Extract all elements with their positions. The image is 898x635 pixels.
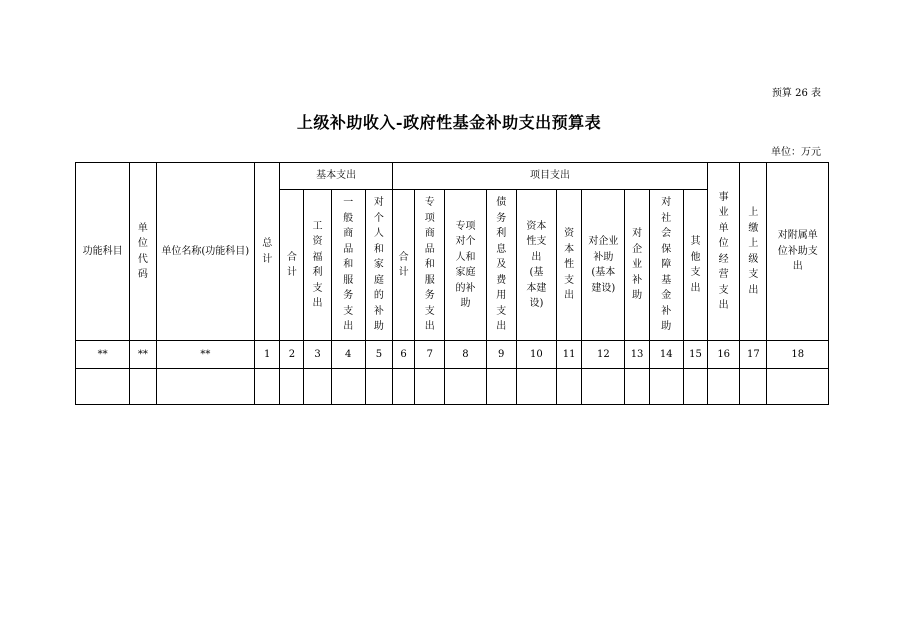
header-other: 其他支出 <box>683 190 707 341</box>
empty-cell <box>415 369 445 405</box>
index-cell: 1 <box>255 341 280 369</box>
empty-cell <box>76 369 130 405</box>
unit-label: 单位：万元 <box>771 147 821 158</box>
header-to-individuals: 对个人和家庭的补助 <box>365 190 392 341</box>
header-total: 总计 <box>255 163 280 341</box>
header-salary-welfare: 工资福利支出 <box>304 190 331 341</box>
page-title: 上级补助收入-政府性基金补助支出预算表 <box>296 113 602 132</box>
empty-cell <box>331 369 365 405</box>
empty-cell <box>557 369 582 405</box>
empty-cell <box>365 369 392 405</box>
header-group-row <box>76 163 829 190</box>
header-capital-construction: 资本性支出(基本建设) <box>516 190 556 341</box>
header-social-security-fund: 对社会保障基金补助 <box>649 190 683 341</box>
empty-cell <box>486 369 516 405</box>
header-project-sum: 合计 <box>393 190 415 341</box>
index-cell: 7 <box>415 341 445 369</box>
header-affiliated-subsidy: 对附属单位补助支出 <box>767 163 829 341</box>
group-basic-expenditure: 基本支出 <box>280 163 393 190</box>
form-number: 预算 26 表 <box>771 88 821 99</box>
index-cell: ** <box>130 341 156 369</box>
index-cell: 10 <box>516 341 556 369</box>
index-cell: 16 <box>708 341 740 369</box>
index-cell: ** <box>156 341 255 369</box>
empty-cell <box>156 369 255 405</box>
header-unit-name: 单位名称(功能科目) <box>156 163 255 341</box>
header-enterprise-subsidy: 对企业补助 <box>625 190 649 341</box>
empty-cell <box>304 369 331 405</box>
header-special-individuals: 专项对个人和家庭的补助 <box>445 190 486 341</box>
index-cell: 17 <box>740 341 767 369</box>
index-cell: 4 <box>331 341 365 369</box>
empty-cell <box>582 369 625 405</box>
empty-cell <box>393 369 415 405</box>
header-debt-interest: 债务利息及费用支出 <box>486 190 516 341</box>
index-cell: 13 <box>625 341 649 369</box>
header-func-subject: 功能科目 <box>76 163 130 341</box>
empty-cell <box>625 369 649 405</box>
header-goods-services: 一般商品和服务支出 <box>331 190 365 341</box>
empty-cell <box>740 369 767 405</box>
budget-table <box>75 162 829 405</box>
index-cell: 2 <box>280 341 304 369</box>
empty-cell <box>708 369 740 405</box>
empty-cell <box>445 369 486 405</box>
index-cell: 5 <box>365 341 392 369</box>
empty-cell <box>767 369 829 405</box>
header-pay-upper: 上缴上级支出 <box>740 163 767 341</box>
empty-cell <box>649 369 683 405</box>
index-cell: 9 <box>486 341 516 369</box>
empty-cell <box>255 369 280 405</box>
index-cell: 15 <box>683 341 707 369</box>
index-cell: 14 <box>649 341 683 369</box>
index-cell: 6 <box>393 341 415 369</box>
empty-cell <box>683 369 707 405</box>
header-capital: 资本性支出 <box>557 190 582 341</box>
header-basic-sum: 合计 <box>280 190 304 341</box>
empty-cell <box>280 369 304 405</box>
empty-cell <box>130 369 156 405</box>
index-cell: 3 <box>304 341 331 369</box>
empty-cell <box>516 369 556 405</box>
header-special-goods: 专项商品和服务支出 <box>415 190 445 341</box>
group-project-expenditure: 项目支出 <box>393 163 708 190</box>
data-row-empty <box>76 369 829 405</box>
index-cell: ** <box>76 341 130 369</box>
header-business-operation: 事业单位经营支出 <box>708 163 740 341</box>
header-enterprise-construction: 对企业补助(基本建设) <box>582 190 625 341</box>
index-cell: 11 <box>557 341 582 369</box>
header-unit-code: 单位代码 <box>130 163 156 341</box>
index-cell: 18 <box>767 341 829 369</box>
index-cell: 12 <box>582 341 625 369</box>
index-row <box>76 341 829 369</box>
index-cell: 8 <box>445 341 486 369</box>
